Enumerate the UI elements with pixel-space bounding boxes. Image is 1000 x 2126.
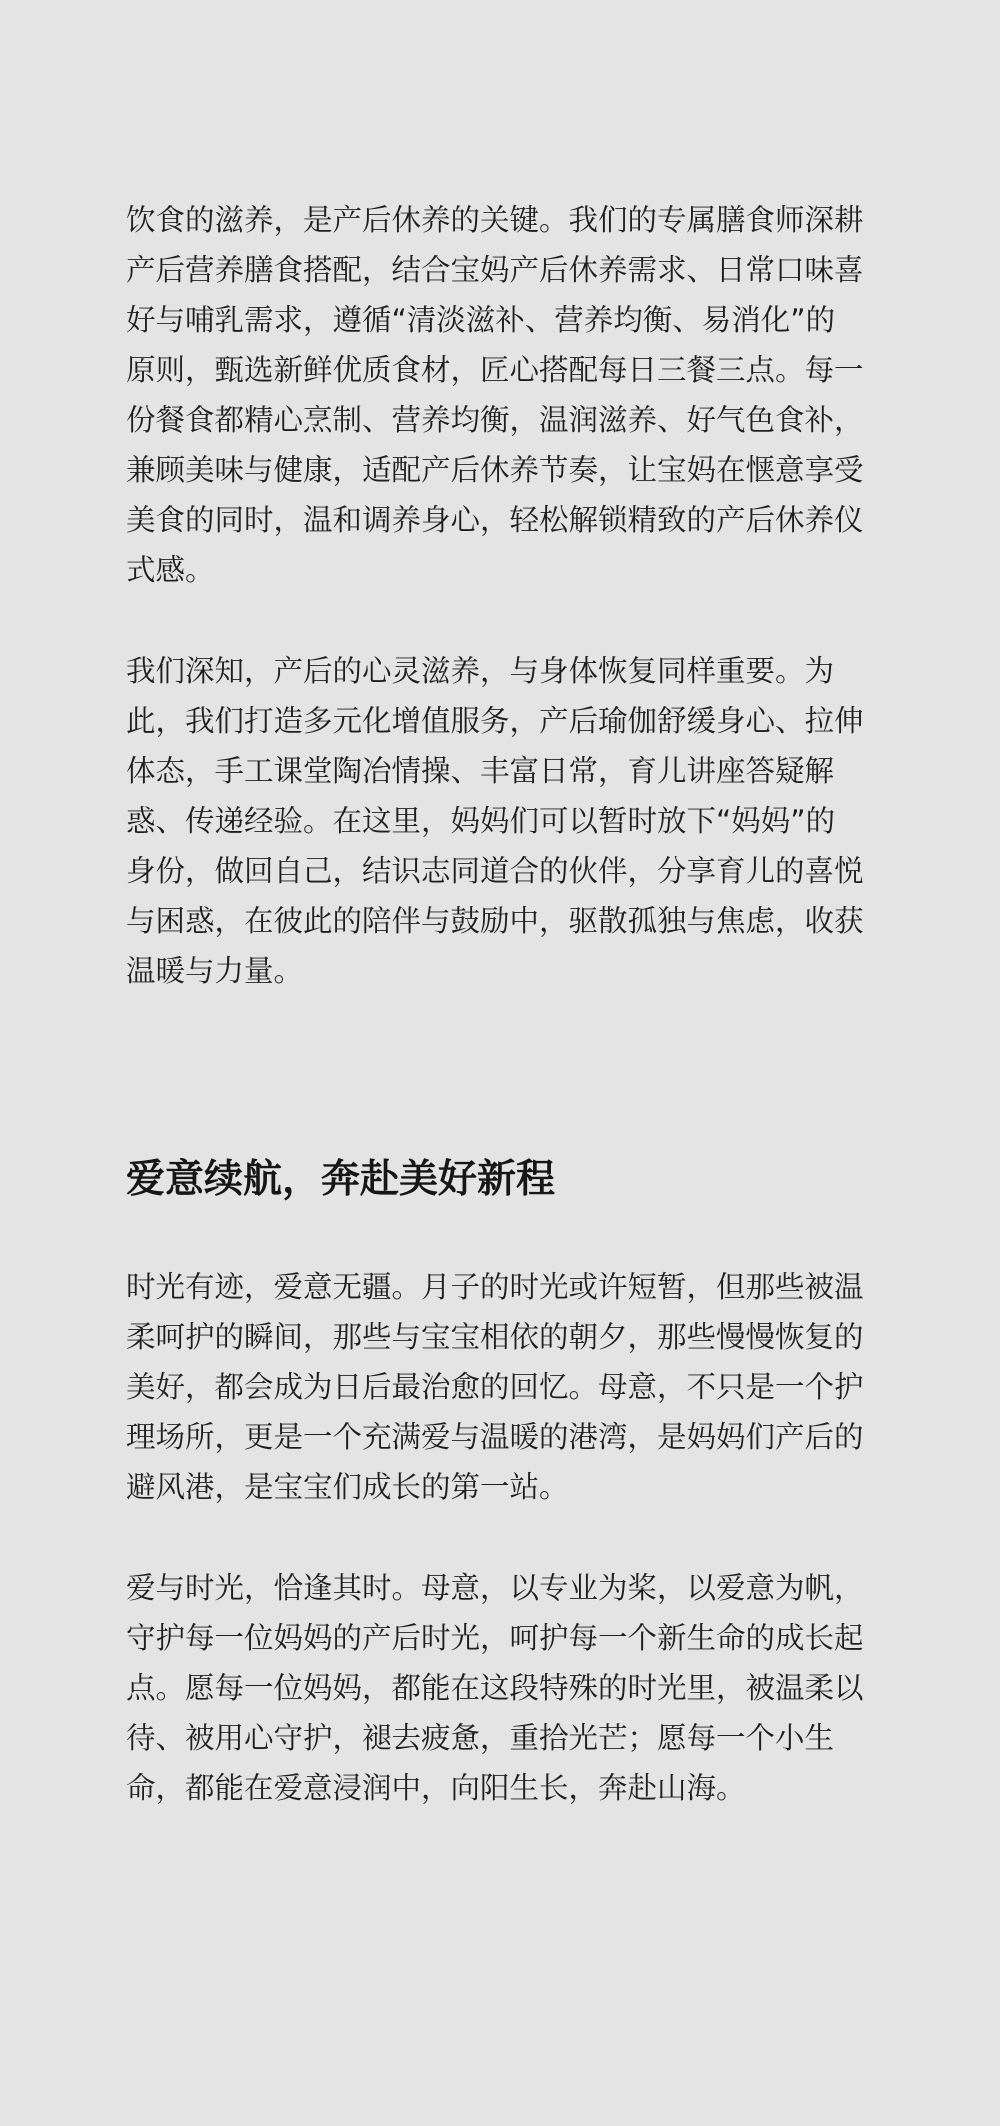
paragraph-line: 时光有迹，爱意无疆。月子的时光或许短暂，但那些被温 xyxy=(126,1270,864,1304)
paragraph-line: 美好，都会成为日后最治愈的回忆。母意，不只是一个护 xyxy=(126,1370,864,1404)
paragraph-line: 理场所，更是一个充满爱与温暖的港湾，是妈妈们产后的 xyxy=(126,1420,864,1454)
paragraph-line: 避风港，是宝宝们成长的第一站。 xyxy=(126,1470,569,1504)
paragraph-line: 体态，手工课堂陶冶情操、丰富日常，育儿讲座答疑解 xyxy=(126,754,835,788)
paragraph-line: 温暖与力量。 xyxy=(126,954,304,988)
paragraph-line: 兼顾美味与健康，适配产后休养节奏，让宝妈在惬意享受 xyxy=(126,453,864,487)
paragraph-line: 守护每一位妈妈的产后时光，呵护每一个新生命的成长起 xyxy=(126,1621,864,1655)
paragraph-line: 身份，做回自己，结识志同道合的伙伴，分享育儿的喜悦 xyxy=(126,854,864,888)
paragraph-line: 份餐食都精心烹制、营养均衡，温润滋养、好气色食补， xyxy=(126,403,864,437)
paragraph-line: 惑、传递经验。在这里，妈妈们可以暂时放下“妈妈”的 xyxy=(126,804,836,838)
paragraph-line: 好与哺乳需求，遵循“清淡滋补、营养均衡、易消化”的 xyxy=(126,303,836,337)
paragraph-line: 命，都能在爱意浸润中，向阳生长，奔赴山海。 xyxy=(126,1771,746,1805)
paragraph-line: 此，我们打造多元化增值服务，产后瑜伽舒缓身心、拉伸 xyxy=(126,704,864,738)
paragraph-line: 与困惑，在彼此的陪伴与鼓励中，驱散孤独与焦虑，收获 xyxy=(126,904,864,938)
paragraph-line: 式感。 xyxy=(126,553,215,587)
paragraph-line: 美食的同时，温和调养身心，轻松解锁精致的产后休养仪 xyxy=(126,503,864,537)
paragraph-wishes xyxy=(126,1563,906,1813)
paragraph-wellbeing xyxy=(126,646,906,996)
paragraph-line: 点。愿每一位妈妈，都能在这段特殊的时光里，被温柔以 xyxy=(126,1671,864,1705)
section-heading: 爱意续航，奔赴美好新程 xyxy=(126,1157,556,1202)
paragraph-line: 饮食的滋养，是产后休养的关键。我们的专属膳食师深耕 xyxy=(126,203,864,237)
paragraph-diet xyxy=(126,195,906,595)
paragraph-line: 待、被用心守护，褪去疲惫，重拾光芒；愿每一个小生 xyxy=(126,1721,835,1755)
paragraph-line: 产后营养膳食搭配，结合宝妈产后休养需求、日常口味喜 xyxy=(126,253,864,287)
paragraph-line: 柔呵护的瞬间，那些与宝宝相依的朝夕，那些慢慢恢复的 xyxy=(126,1320,864,1354)
paragraph-line: 原则，甄选新鲜优质食材，匠心搭配每日三餐三点。每一 xyxy=(126,353,864,387)
paragraph-memories xyxy=(126,1262,906,1512)
paragraph-line: 我们深知，产后的心灵滋养，与身体恢复同样重要。为 xyxy=(126,654,835,688)
paragraph-line: 爱与时光，恰逢其时。母意，以专业为桨，以爱意为帆， xyxy=(126,1571,864,1605)
